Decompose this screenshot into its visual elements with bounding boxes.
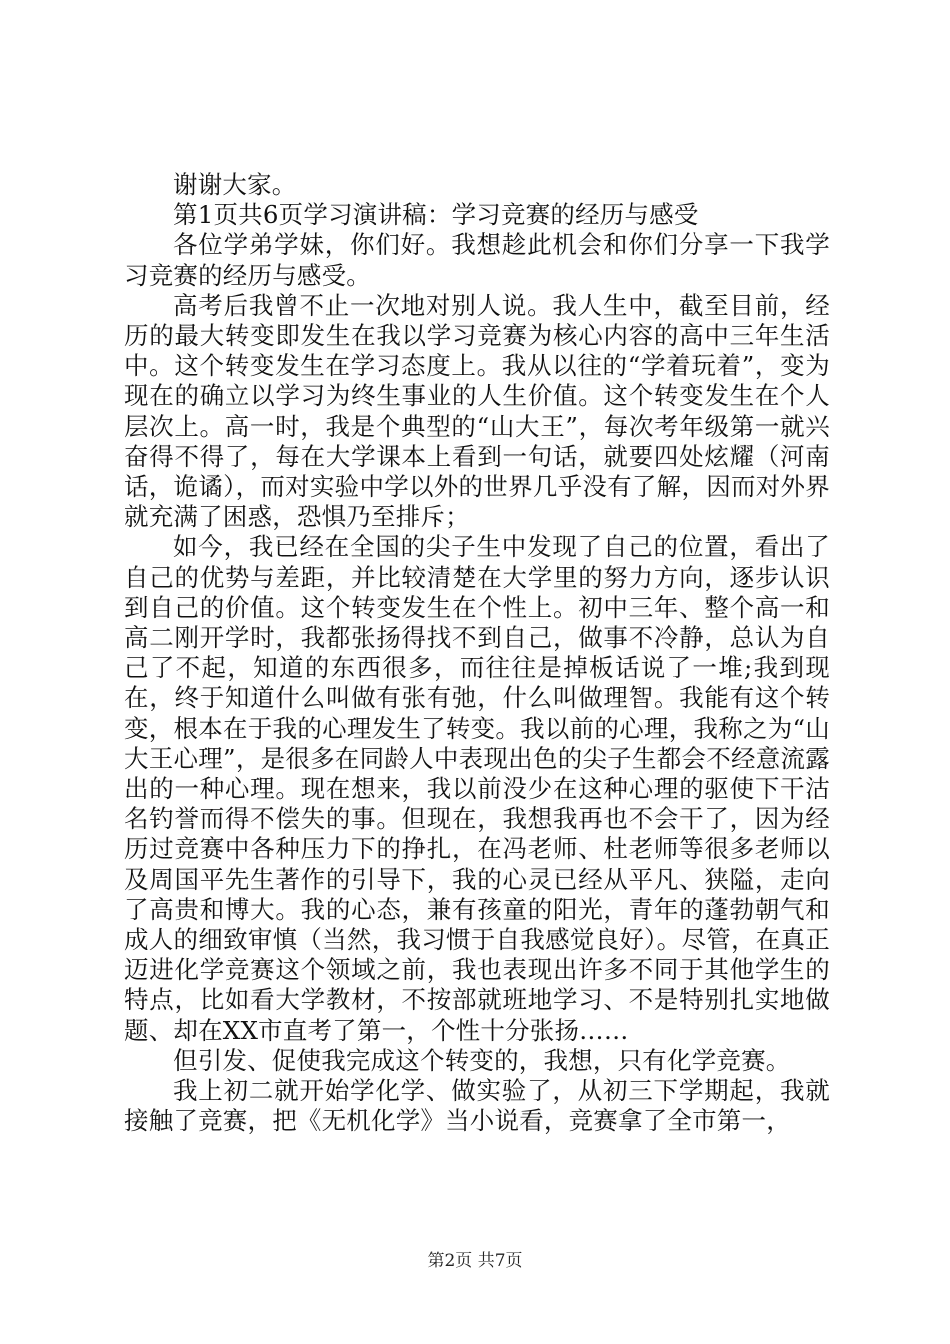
paragraph: 我上初二就开始学化学、做实验了，从初三下学期起，我就接触了竞赛，把《无机化学》当小说看，竞赛拿了全市第一， bbox=[124, 1076, 830, 1136]
paragraph: 但引发、促使我完成这个转变的，我想，只有化学竞赛。 bbox=[173, 1045, 791, 1075]
page-footer: 第2页 共7页 bbox=[427, 1251, 523, 1271]
paragraph: 高考后我曾不止一次地对别人说。我人生中，截至目前，经历的最大转变即发生在我以学习竞赛为核心内容的高中三年生活中。这个转变发生在学习态度上。我从以往的“学着玩着”，变为现在的确立以学习为终生事业的人生价值。这个转变发生在个人层次上。高一时，我是个典型的“山大王”，每次考年级第一就兴奋得不得了，每在大学课本上看到一句话，就要四处炫耀（河南话，诡谲），而对实验中学以外的世界几乎没有了解，因而对外界就充满了困惑，恐惧乃至排斥； bbox=[124, 290, 830, 532]
paragraph: 如今，我已经在全国的尖子生中发现了自己的位置，看出了自己的优势与差距，并比较清楚在大学里的努力方向，逐步认识到自己的价值。这个转变发生在个性上。初中三年、整个高一和高二刚开学时，我都张扬得找不到自己，做事不冷静，总认为自己了不起，知道的东西很多，而往往是掉板话说了一堆;我到现在，终于知道什么叫做有张有弛，什么叫做理智。我能有这个转变，根本在于我的心理发生了转变。我以前的心理，我称之为“山大王心理”，是很多在同龄人中表现出色的尖子生都会不经意流露出的一种心理。现在想来，我以前没少在这种心理的驱使下干沽名钓誉而得不偿失的事。但现在，我想我再也不会干了，因为经历过竞赛中各种压力下的挣扎，在冯老师、杜老师等很多老师以及周国平先生著作的引导下，我的心灵已经从平凡、狭隘，走向了高贵和博大。我的心态，兼有孩童的阳光，青年的蓬勃朝气和成人的细致审慎（当然，我习惯于自我感觉良好）。尽管，在真正迈进化学竞赛这个领域之前，我也表现出许多不同于其他学生的特点，比如看大学教材，不按部就班地学习、不是特别扎实地做题、却在XX市直考了第一，个性十分张扬…… bbox=[124, 532, 830, 1045]
paragraph: 各位学弟学妹，你们好。我想趁此机会和你们分享一下我学习竞赛的经历与感受。 bbox=[124, 230, 830, 290]
paragraph: 谢谢大家。 bbox=[173, 170, 297, 199]
paragraph: 第1页共6页学习演讲稿：学习竞赛的经历与感受 bbox=[173, 200, 699, 230]
document-body bbox=[124, 170, 830, 1137]
